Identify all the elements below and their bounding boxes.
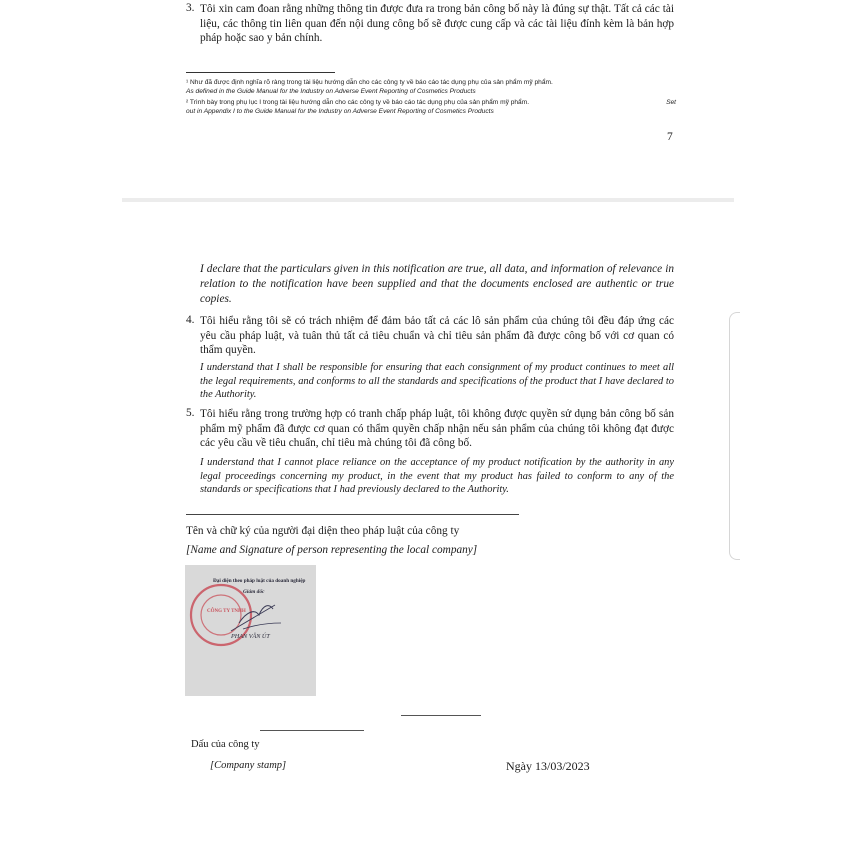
footnote-1 <box>186 79 676 96</box>
item-5-number: 5. <box>186 407 195 419</box>
item-4-number: 4. <box>186 314 195 326</box>
item-3-vietnamese-text: Tôi xin cam đoan rằng những thông tin được đưa ra trong bản công bố này là đúng sự thật. Tất cả các tài liệu, các thông tin liên quan đến nội dung công bố sẽ được cung cấp và các tài liệu đính kèm là bản hợp pháp hoặc sao y bản chính. <box>200 3 674 45</box>
item-5-vietnamese-text: Tôi hiểu rằng trong trường hợp có tranh chấp pháp luật, tôi không được quyền sử dụng bản công bố sản phẩm mỹ phẩm đã được cơ quan có thẩm quyền chấp nhận nếu sản phẩm của chúng tôi không đạt được các yêu cầu về tiêu chuẩn, chỉ tiêu mà chúng tôi đã công bố. <box>200 408 674 450</box>
footnote-2-vi: ² Trình bày trong phụ lục I trong tài liệu hướng dẫn cho các công ty về báo cáo tác dụng phụ của sản phẩm mỹ phẩm. <box>186 99 530 106</box>
item-4-english-text: I understand that I shall be responsible for ensuring that each consignment of my product continues to meet all the legal requirements, and conforms to all the standards and specifications of the product that I have declared to the Authority. <box>200 362 674 401</box>
item-4-vietnamese-text: Tôi hiểu rằng tôi sẽ có trách nhiệm để đảm bảo tất cả các lô sản phẩm của chúng tôi đều đáp ứng các yêu cầu pháp luật, và tuân thủ tất cả tiêu chuẩn và chỉ tiêu sản phẩm đã được công bố với cơ quan có thẩm quyền. <box>200 315 674 357</box>
footnote-2-en: out in Appendix I to the Guide Manual for the Industry on Adverse Event Reporting of Cosmetics Products <box>186 107 494 115</box>
signature-label-en: [Name and Signature of person representing the local company] <box>186 544 478 556</box>
footnote-2 <box>186 99 676 116</box>
scrollbar-thumb[interactable] <box>729 312 740 560</box>
footnote-divider <box>186 72 335 73</box>
stamp-line-1: Đại diện theo pháp luật của doanh nghiệp <box>213 578 306 584</box>
stamp-line-2: Giám đốc <box>243 589 265 595</box>
company-stamp-label-en: [Company stamp] <box>210 760 287 771</box>
item-3-english-text: I declare that the particulars given in this notification are true, all data, and information of relevance in relation to the notification have been supplied and that the documents enclosed are authentic or true copies. <box>200 263 674 306</box>
footnote-1-vi: ¹ Như đã được định nghĩa rõ ràng trong tài liệu hướng dẫn cho các công ty về báo cáo tác dụng phụ của sản phẩm mỹ phẩm. <box>186 79 553 86</box>
item-5-english-text: I understand that I cannot place reliance on the acceptance of my product notification by the authority in any legal proceedings concerning my product, in the event that my product has failed to conform to any of the standards or specifications that I had previously declared to the Authority. <box>200 457 674 496</box>
signature-stamp-image <box>185 565 316 696</box>
item-3-number: 3. <box>186 2 195 14</box>
company-stamp-label-vi: Dấu của công ty <box>191 739 260 750</box>
stamp-signature-line <box>260 730 364 731</box>
stamp-name: PHAN VĂN ÚT <box>231 633 270 640</box>
footnote-1-en: As defined in the Guide Manual for the Industry on Adverse Event Reporting of Cosmetics Products <box>186 87 476 95</box>
page-separator <box>122 198 734 202</box>
seal-text: CÔNG TY TNHH <box>207 609 246 614</box>
signature-divider <box>186 514 519 515</box>
date-text: Ngày 13/03/2023 <box>506 759 590 773</box>
company-seal <box>185 565 316 696</box>
signature-label-vi: Tên và chữ ký của người đại diện theo pháp luật của công ty <box>186 525 460 537</box>
page-number: 7 <box>667 131 673 143</box>
date-signature-line <box>401 715 481 716</box>
footnote-2-set: Set <box>666 99 676 106</box>
